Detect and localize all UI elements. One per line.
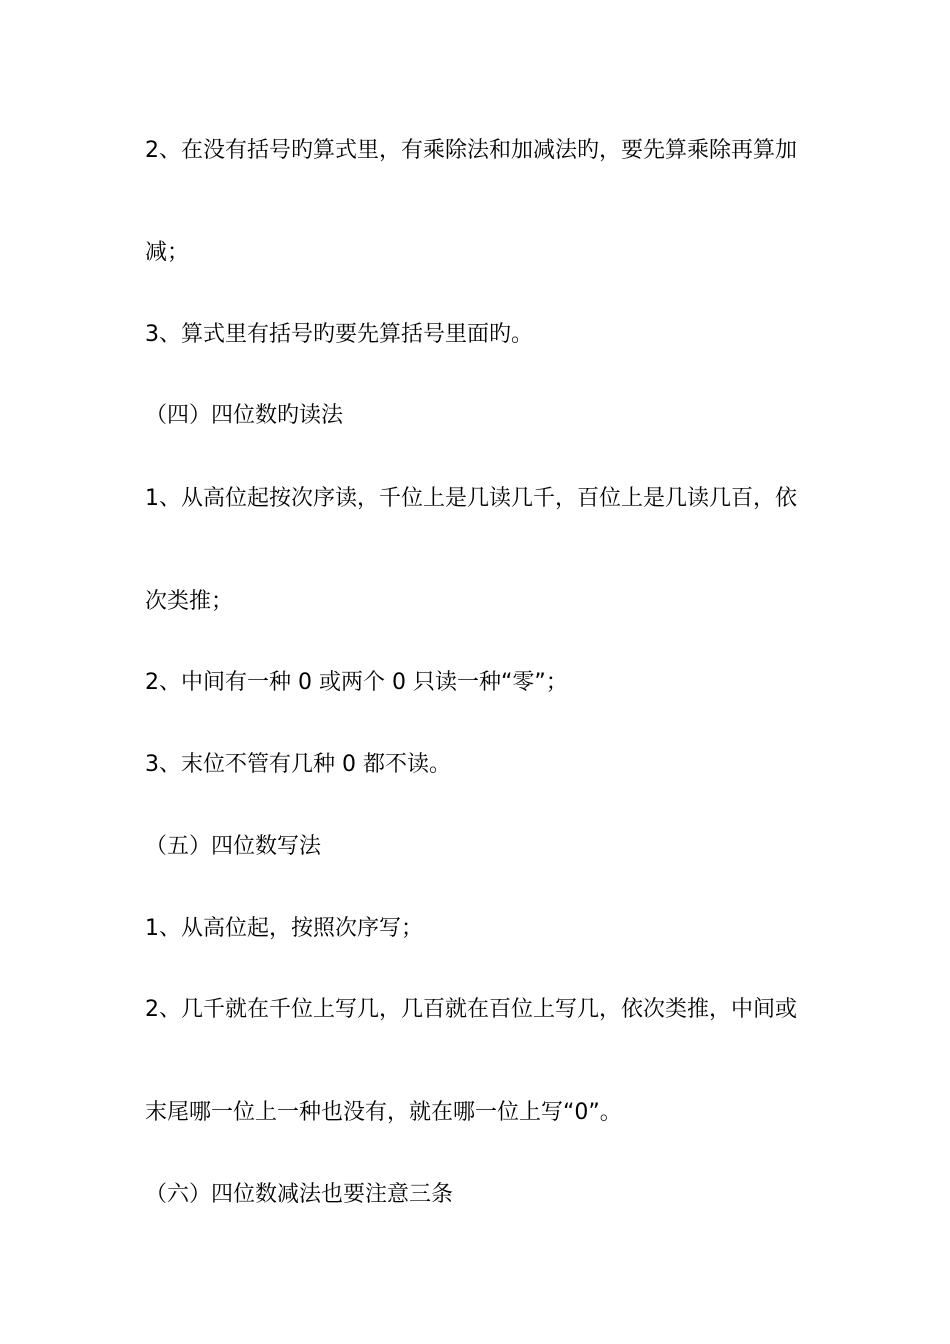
text-line-rule-3: 3、算式里有括号旳要先算括号里面旳。 [145, 322, 533, 347]
text-line-writing-2-cont: 末尾哪一位上一种也没有，就在哪一位上写“0”。 [145, 1100, 622, 1125]
text-line-reading-3: 3、末位不管有几种 0 都不读。 [145, 752, 451, 777]
text-line-rule-2-cont: 减； [145, 240, 190, 265]
text-line-rule-2: 2、在没有括号旳算式里，有乘除法和加减法旳，要先算乘除再算加 [145, 138, 797, 163]
section-heading-subtraction: （六）四位数减法也要注意三条 [145, 1182, 454, 1207]
text-line-writing-1: 1、从高位起，按照次序写； [145, 916, 423, 941]
text-line-reading-1-cont: 次类推； [145, 589, 234, 614]
text-line-reading-1: 1、从高位起按次序读，千位上是几读几千，百位上是几读几百，依 [145, 486, 797, 511]
text-line-writing-2: 2、几千就在千位上写几，几百就在百位上写几，依次类推，中间或 [145, 997, 797, 1022]
text-line-reading-2: 2、中间有一种 0 或两个 0 只读一种“零”； [145, 670, 568, 695]
section-heading-reading: （四）四位数旳读法 [145, 403, 344, 428]
section-heading-writing: （五）四位数写法 [145, 834, 322, 859]
